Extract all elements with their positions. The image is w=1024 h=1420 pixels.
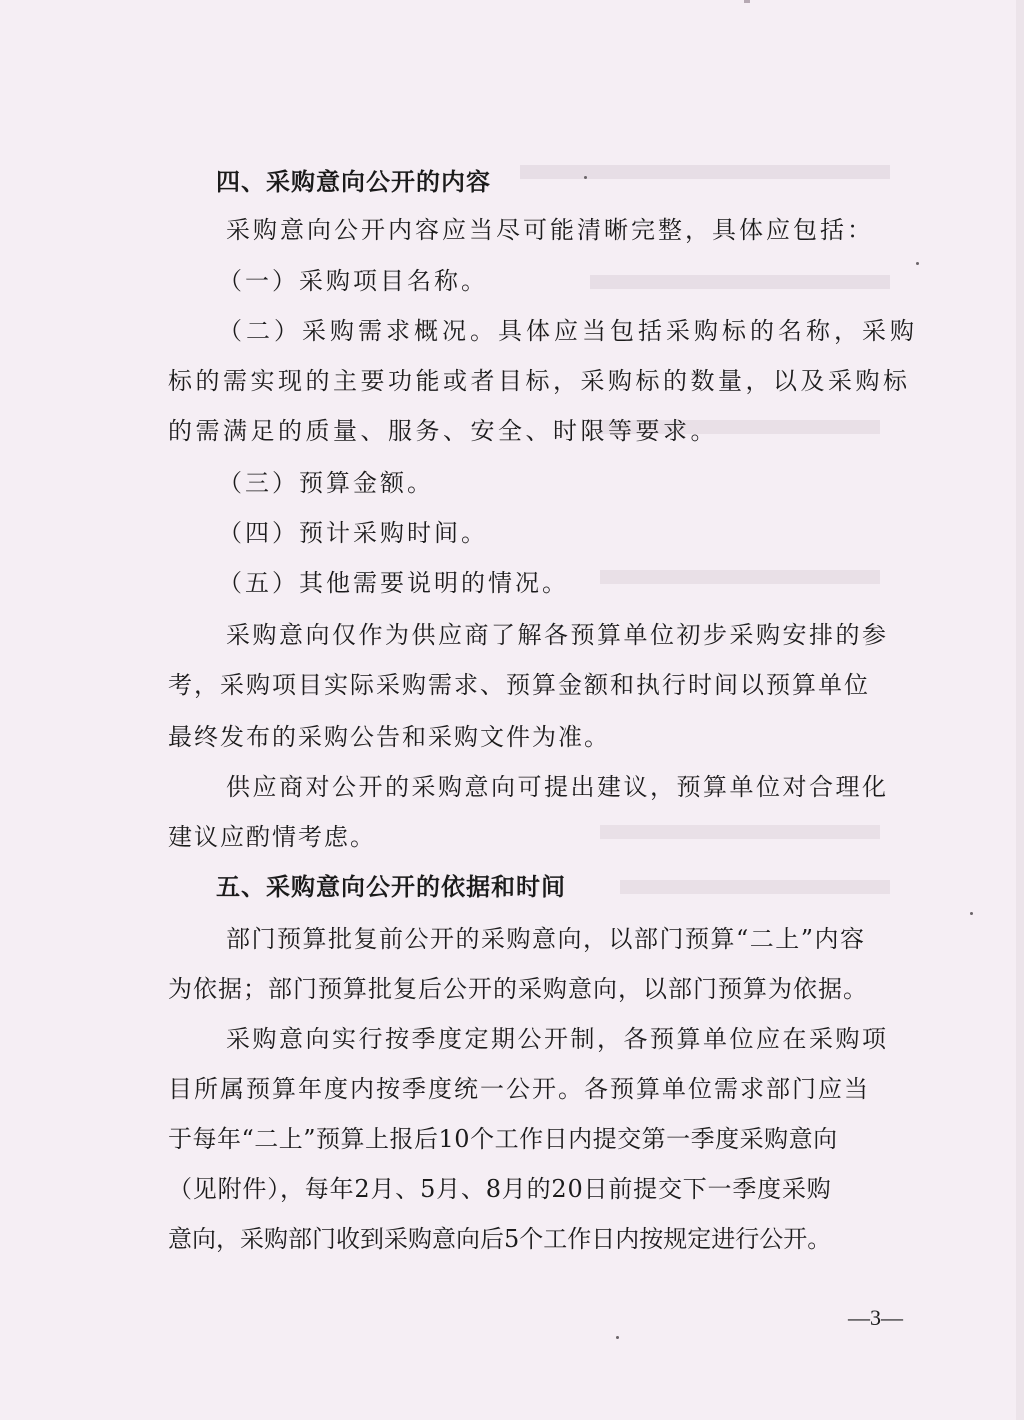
- list-item-4: （四）预计采购时间。: [218, 519, 488, 547]
- bleed-through-shape: [590, 275, 890, 289]
- scan-speck: [584, 176, 587, 179]
- paragraph-line: 建议应酌情考虑。: [168, 823, 376, 851]
- paragraph-line: 最终发布的采购公告和采购文件为准。: [168, 723, 610, 751]
- list-item-3: （三）预算金额。: [218, 469, 434, 497]
- list-item-5: （五）其他需要说明的情况。: [218, 569, 569, 597]
- paragraph-line: 意向，采购部门收到采购意向后5个工作日内按规定进行公开。: [168, 1225, 832, 1253]
- scan-speck: [916, 262, 919, 265]
- section-5-heading: 五、采购意向公开的依据和时间: [216, 873, 566, 901]
- scan-speck: [970, 912, 973, 915]
- paragraph-line: 采购意向仅作为供应商了解各预算单位初步采购安排的参: [226, 621, 889, 649]
- bleed-through-shape: [600, 570, 880, 584]
- paragraph-line: 采购意向实行按季度定期公开制，各预算单位应在采购项: [226, 1025, 889, 1053]
- paragraph-line: 部门预算批复前公开的采购意向，以部门预算“二上”内容: [226, 925, 866, 953]
- list-item-1: （一）采购项目名称。: [218, 267, 488, 295]
- list-item-2-line-2: 标的需实现的主要功能或者目标，采购标的数量，以及采购标: [168, 367, 911, 395]
- page-number: —3—: [848, 1305, 903, 1330]
- section-4-heading: 四、采购意向公开的内容: [216, 168, 491, 196]
- list-item-2-line-3: 的需满足的质量、服务、安全、时限等要求。: [168, 417, 718, 445]
- bleed-through-shape: [600, 825, 880, 839]
- list-item-2-line-1: （二）采购需求概况。具体应当包括采购标的名称，采购: [218, 317, 918, 345]
- scan-edge-mark: [1016, 0, 1024, 1420]
- bleed-through-shape: [520, 165, 890, 179]
- paragraph-line: 于每年“二上”预算上报后10个工作日内提交第一季度采购意向: [168, 1125, 838, 1153]
- scan-edge-mark: [744, 0, 750, 3]
- bleed-through-shape: [620, 880, 890, 894]
- paragraph-line: 目所属预算年度内按季度统一公开。各预算单位需求部门应当: [168, 1075, 870, 1103]
- scan-speck: [616, 1336, 619, 1339]
- paragraph-line: 考，采购项目实际采购需求、预算金额和执行时间以预算单位: [168, 671, 870, 699]
- paragraph-line: 采购意向公开内容应当尽可能清晰完整，具体应包括：: [226, 216, 874, 244]
- paragraph-line: （见附件），每年2月、5月、8月的20日前提交下一季度采购: [168, 1175, 832, 1203]
- paragraph-line: 供应商对公开的采购意向可提出建议，预算单位对合理化: [226, 773, 889, 801]
- paragraph-line: 为依据；部门预算批复后公开的采购意向，以部门预算为依据。: [168, 975, 868, 1003]
